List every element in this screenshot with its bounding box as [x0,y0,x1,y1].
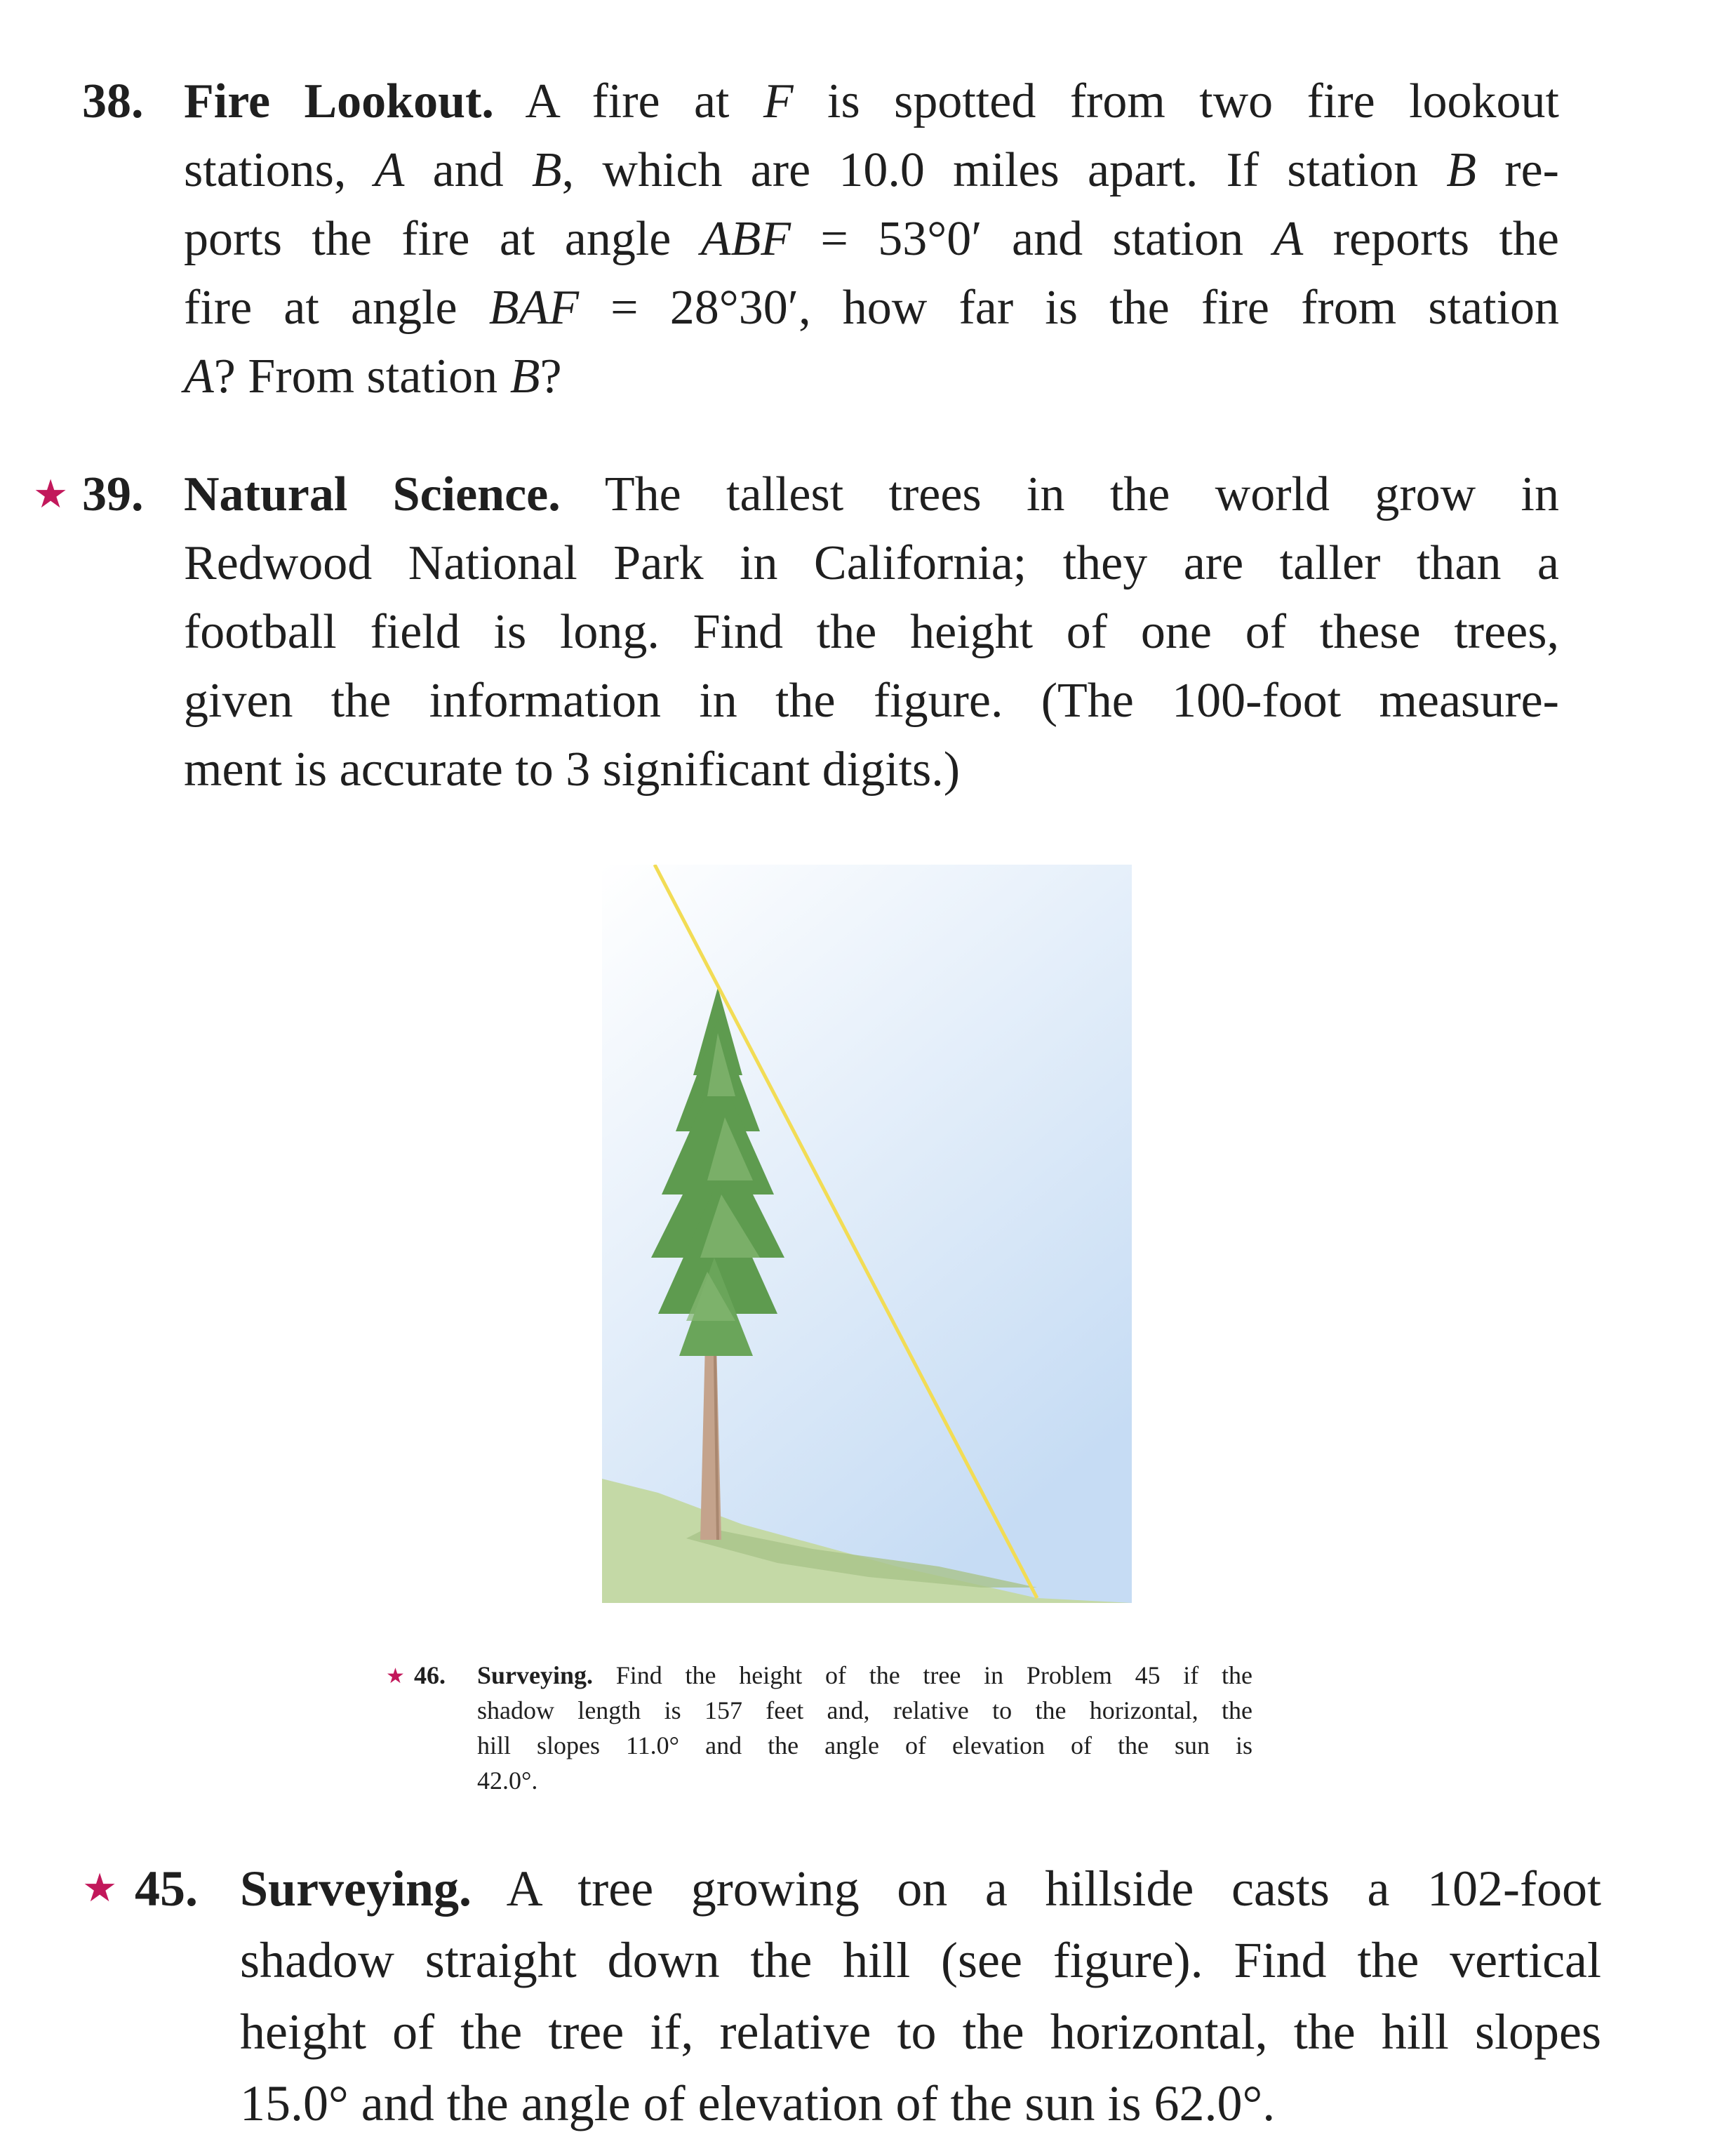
problem-line: Redwood National Park in California; they are taller than a [184,536,1559,590]
variable: BAF [488,281,579,335]
text: A tree growing on a hillside casts a 102-foot [506,1861,1601,1917]
problem-line: ment is accurate to 3 significant digits.) [184,743,961,797]
star-icon: ★ [33,473,69,517]
text: A fire at [525,74,763,128]
variable: A [1273,212,1304,266]
problem-title: Surveying. [477,1661,594,1689]
text: ports the fire at angle [184,212,701,266]
text: The tallest trees in the world grow in [604,467,1559,521]
problem-38 [82,67,1559,411]
problem-title: Fire Lookout. [184,74,494,128]
text: fire at angle [184,281,489,335]
variable: B [531,143,562,197]
text: is spotted from two fire lookout [793,74,1559,128]
variable: B [509,350,540,404]
text: Find the height of the tree in Problem 45 if the [615,1661,1253,1689]
problem-title: Natural Science. [184,467,561,521]
text: reports the [1303,212,1559,266]
variable: ABF [700,212,791,266]
variable: B [1446,143,1477,197]
problem-line: shadow length is 157 feet and, relative to the horizontal, the [477,1696,1252,1724]
variable: A [374,143,405,197]
text: ? [540,350,562,404]
redwood-tree-figure [602,865,1132,1603]
star-icon: ★ [82,1867,118,1910]
problem-line: height of the tree if, relative to the horizontal, the hill slopes [240,2004,1601,2060]
problem-line [184,460,1559,529]
star-icon: ★ [386,1665,405,1688]
problem-line: football field is long. Find the height of one of these trees, [184,605,1559,659]
problem-number: 39. [82,467,144,521]
text: = 28°30′, how far is the fire from station [579,281,1559,335]
problem-line [184,67,1559,136]
problem-line [184,136,1559,205]
problem-line [240,1853,1601,1924]
problem-line: 15.0° and the angle of elevation of the sun is 62.0°. [240,2075,1276,2131]
problem-line: given the information in the figure. (The 100-foot measure- [184,674,1559,728]
problem-number: 46. [414,1661,446,1689]
problem-line [477,1658,1252,1693]
text: , which are 10.0 miles apart. If station [561,143,1447,197]
problem-title: Surveying. [240,1861,472,1917]
text: ? From station [213,350,510,404]
problem-46 [386,1658,1253,1798]
text: re- [1476,143,1559,197]
problem-line: hill slopes 11.0° and the angle of elevation of the sun is [477,1731,1252,1759]
problem-line [184,342,1559,411]
problem-39 [33,460,1559,804]
problem-45 [82,1853,1601,2139]
problem-line: shadow straight down the hill (see figure). Find the vertical [240,1932,1601,1988]
variable: A [184,350,214,404]
text: = 53°0′ and station [791,212,1274,266]
problem-line: 42.0°. [477,1766,538,1795]
text: and [404,143,532,197]
problem-number: 38. [82,74,144,128]
variable: F [763,74,794,128]
problem-line [184,274,1559,342]
problem-line [184,205,1559,274]
problem-number: 45. [135,1861,198,1917]
text: stations, [184,143,375,197]
